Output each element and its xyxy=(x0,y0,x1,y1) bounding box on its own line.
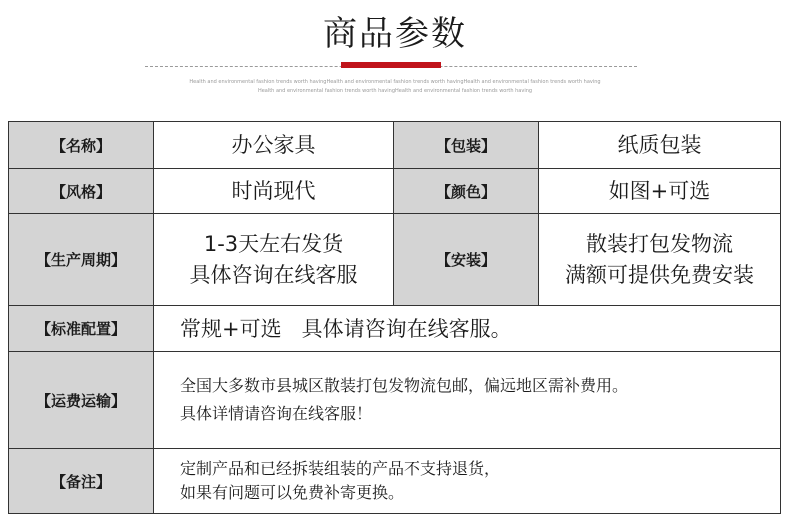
label-shipping: 【运费运输】 xyxy=(9,352,154,449)
value-line: 定制产品和已经拆装组装的产品不支持退货， xyxy=(180,459,501,478)
title-accent-bar xyxy=(341,62,441,68)
value-line: 如果有问题可以免费补寄更换。 xyxy=(180,483,405,502)
table-row xyxy=(9,352,781,449)
value-style: 时尚现代 xyxy=(154,169,394,214)
value-standard-config xyxy=(154,306,781,352)
value-remarks xyxy=(154,449,781,514)
table-row xyxy=(9,306,781,352)
label-color: 【颜色】 xyxy=(394,169,539,214)
value-shipping xyxy=(154,352,781,449)
value-line: 具体详情请咨询在线客服！ xyxy=(180,404,373,423)
value-color: 如图+可选 xyxy=(539,169,781,214)
value-line: 常规+可选 具体请咨询在线客服。 xyxy=(180,316,512,341)
value-line: 全国大多数市县城区散装打包发物流包邮，偏远地区需补费用。 xyxy=(180,376,629,395)
title-subtitle-line-1: Health and environmental fashion trends worth havingHealth and environmental fashion trends worth havingHealth and environmental fashion trends worth having xyxy=(189,79,601,85)
value-line: 1-3天左右发货 xyxy=(203,231,344,256)
table-row xyxy=(9,214,781,306)
value-packaging: 纸质包装 xyxy=(539,122,781,169)
label-style: 【风格】 xyxy=(9,169,154,214)
label-name: 【名称】 xyxy=(9,122,154,169)
label-standard-config: 【标准配置】 xyxy=(9,306,154,352)
value-line: 散装打包发物流 xyxy=(586,231,733,256)
label-production-cycle: 【生产周期】 xyxy=(9,214,154,306)
value-installation xyxy=(539,214,781,306)
table-row xyxy=(9,449,781,514)
title-subtitle-line-2: Health and environmental fashion trends worth havingHealth and environmental fashion trends worth having xyxy=(257,88,533,94)
value-line: 具体咨询在线客服 xyxy=(189,262,358,287)
label-remarks: 【备注】 xyxy=(9,449,154,514)
value-name: 办公家具 xyxy=(154,122,394,169)
page-title: 商品参数 xyxy=(323,14,467,54)
label-packaging: 【包装】 xyxy=(394,122,539,169)
value-production-cycle xyxy=(154,214,394,306)
table-row xyxy=(9,169,781,214)
table-row xyxy=(9,122,781,169)
value-line: 满额可提供免费安装 xyxy=(565,262,754,287)
label-installation: 【安装】 xyxy=(394,214,539,306)
product-parameters-table xyxy=(8,121,781,514)
